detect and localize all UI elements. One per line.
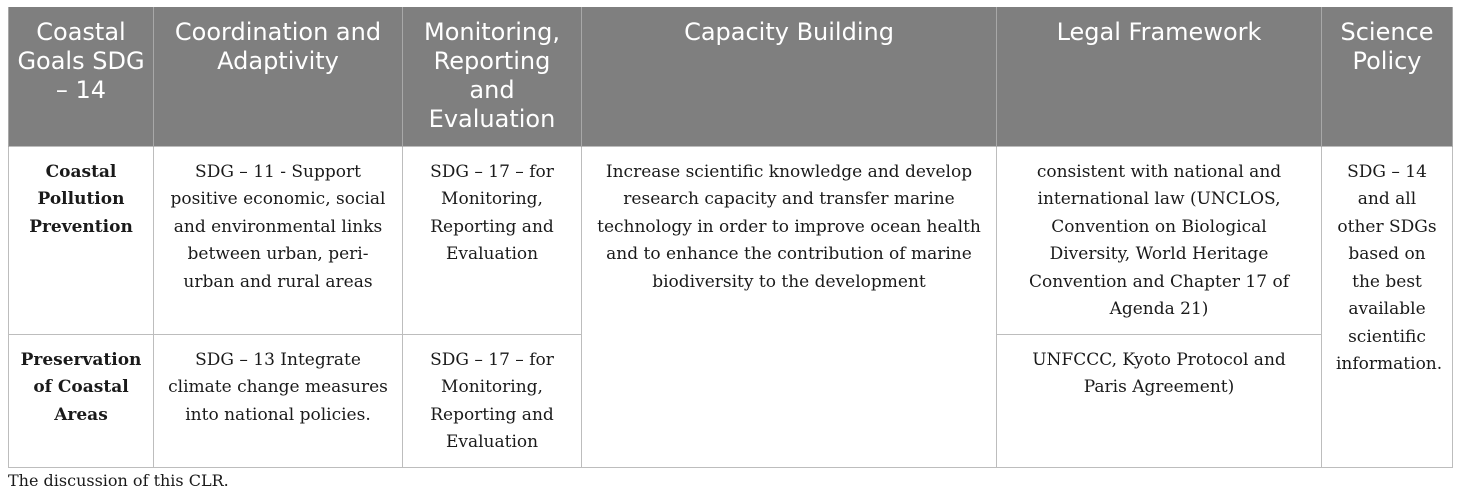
legal-framework-cell: UNFCCC, Kyoto Protocol and Paris Agreement) [997, 334, 1322, 467]
header-coordination: Coordination and Adaptivity [154, 7, 403, 146]
goal-cell: Preservation of Coastal Areas [9, 334, 154, 467]
science-policy-cell: SDG – 14 and all other SDGs based on the best available scientific information. [1322, 146, 1453, 467]
monitoring-cell: SDG – 17 – for Monitoring, Reporting and Evaluation [403, 334, 582, 467]
header-science-policy: Science Policy [1322, 7, 1453, 146]
coordination-cell: SDG – 13 Integrate climate change measures into national policies. [154, 334, 403, 467]
capacity-building-cell: Increase scientific knowledge and develop research capacity and transfer marine technology in order to improve ocean health and to enhance the contribution of marine biodiversity to the development [582, 146, 997, 467]
legal-framework-cell: consistent with national and international law (UNCLOS, Convention on Biological Diversity, World Heritage Convention and Chapter 17 of Agenda 21) [997, 146, 1322, 334]
table-container [8, 7, 1452, 468]
header-legal-framework: Legal Framework [997, 7, 1322, 146]
goal-cell: Coastal Pollution Prevention [9, 146, 154, 334]
table-footnote: The discussion of this CLR. [8, 471, 229, 490]
header-coastal-goals: Coastal Goals SDG – 14 [9, 7, 154, 146]
header-capacity-building: Capacity Building [582, 7, 997, 146]
sdg-goals-table [8, 7, 1453, 468]
table-row [9, 146, 1453, 334]
monitoring-cell: SDG – 17 – for Monitoring, Reporting and Evaluation [403, 146, 582, 334]
table-header-row [9, 7, 1453, 146]
coordination-cell: SDG – 11 - Support positive economic, social and environmental links between urban, peri-urban and rural areas [154, 146, 403, 334]
header-monitoring: Monitoring, Reporting and Evaluation [403, 7, 582, 146]
